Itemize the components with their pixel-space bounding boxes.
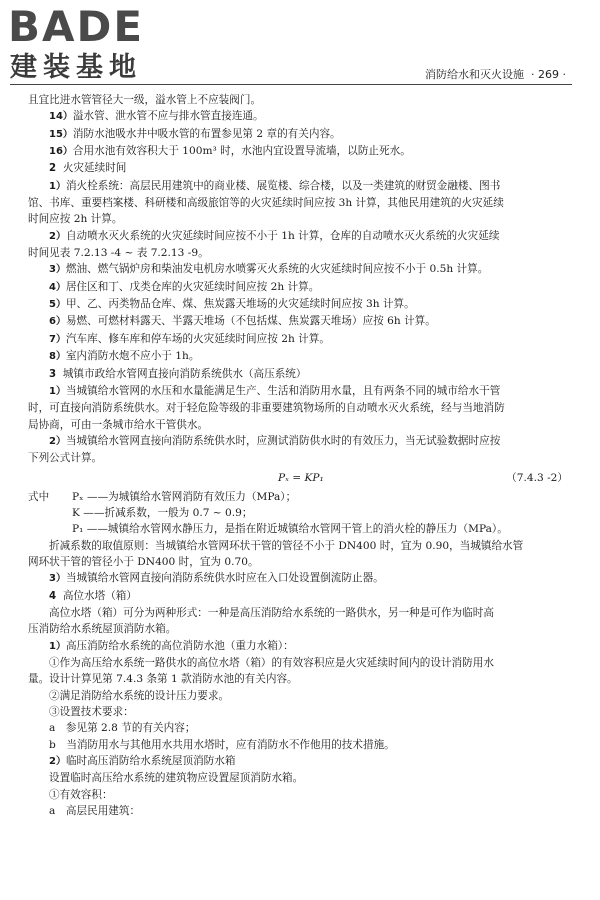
text-line: b 当消防用水与其他用水共用水塔时，应有消防水不作他用的技术措施。	[49, 738, 395, 751]
list-item	[28, 261, 574, 278]
definition-label: 式中	[28, 490, 50, 503]
section-number: 2	[49, 163, 57, 175]
item-text: 自动喷水灭火系统的火灾延续时间应按不小于 1h 计算，仓库的自动喷水灭火系统的火灾延续	[65, 229, 500, 242]
list-item	[28, 108, 574, 125]
text-line: 局协商，可由一条城市给水干管供水。	[28, 418, 209, 431]
list-item	[28, 313, 574, 330]
section-title: 城镇市政给水管网直接向消防系统供水（高压系统）	[62, 367, 307, 380]
item-text: 合用水池有效容积大于 100m³ 时，水池内宜设置导流墙，以防止死水。	[72, 145, 411, 158]
list-item	[28, 178, 574, 195]
item-text: 当城镇给水管网直接向消防系统供水时应在入口处设置倒流防止器。	[65, 572, 384, 585]
item-text: 当城镇给水管网直接向消防系统供水时，应测试消防供水时的有效压力，当无试验数据时应按	[65, 434, 501, 447]
text-line: 时，可直接向消防系统供水。对于轻危险等级的非重要建筑物场所的自动喷水灭火系统，经与当地消防	[28, 402, 505, 415]
logo-subtitle: 建装基地	[10, 52, 142, 83]
text-line: 网环状干管的管径小于 DN400 时，宜为 0.70。	[28, 555, 259, 568]
logo	[8, 4, 188, 88]
formula-expression: Pₓ = KP₁	[278, 471, 324, 484]
text-line: 设置临时高压给水系统的建筑物应设置屋顶消防水箱。	[49, 772, 304, 785]
item-text: 高压消防给水系统的高位消防水池（重力水箱）：	[65, 639, 294, 652]
definition-line: P₁ ——城镇给水管网水静压力，是指在附近城镇给水管网干管上的消火栓的静压力（MPa）。	[72, 523, 508, 536]
text-line: 时间见表 7.2.13 -4 ~ 表 7.2.13 -9。	[28, 247, 209, 260]
item-number: 1）	[49, 180, 66, 192]
item-number: 14）	[49, 111, 73, 123]
list-item	[28, 348, 574, 365]
text-line: ③设置技术要求：	[49, 706, 134, 719]
list-item	[28, 433, 574, 450]
item-number: 2）	[49, 435, 66, 447]
section-number: 4	[49, 590, 57, 602]
text-line: 且宜比进水管管径大一级，溢水管上不应装阀门。	[28, 94, 262, 106]
item-number: 1）	[49, 640, 66, 652]
list-item	[28, 228, 574, 245]
section-heading	[28, 366, 574, 383]
item-text: 汽车库、修车库和停车场的火灾延续时间应按 2h 计算。	[65, 332, 330, 345]
item-number: 15）	[49, 128, 73, 140]
list-item	[28, 126, 574, 143]
item-text: 溢水管、泄水管不应与排水管直接连通。	[72, 110, 264, 123]
logo-word: BADE	[8, 2, 145, 51]
item-number: 4）	[49, 281, 66, 293]
section-title: 高位水塔（箱）	[62, 589, 137, 602]
item-text: 易燃、可燃材料露天、半露天堆场（不包括煤、焦炭露天堆场）应按 6h 计算。	[65, 315, 436, 328]
header-rule	[10, 84, 572, 85]
item-text: 消防水池吸水井中吸水管的布置参见第 2 章的有关内容。	[72, 127, 341, 140]
list-item	[28, 638, 574, 655]
list-item	[28, 331, 574, 348]
item-text: 室内消防水炮不应小于 1h。	[65, 350, 200, 363]
formula-number: （7.4.3 -2）	[506, 471, 568, 484]
text-line: 高位水塔（箱）可分为两种形式：一种是高压消防给水系统的一路供水，另一种是可作为临时高	[49, 606, 494, 619]
item-number: 7）	[49, 333, 66, 345]
list-item	[28, 570, 574, 587]
definition-text: Pₓ ——为城镇给水管网消防有效压力（MPa）；	[72, 490, 297, 503]
text-line: 压消防给水系统屋顶消防水箱。	[28, 623, 177, 636]
page-body	[28, 92, 574, 819]
text-line: ②满足消防给水系统的设计压力要求。	[49, 689, 230, 702]
running-header	[425, 66, 566, 82]
item-number: 2）	[49, 756, 66, 768]
list-item	[28, 296, 574, 313]
item-number: 1）	[49, 385, 66, 397]
item-number: 16）	[49, 146, 73, 158]
definition-line: K ——折减系数，一般为 0.7 ~ 0.9；	[72, 506, 253, 519]
list-item	[28, 383, 574, 400]
item-text: 当城镇给水管网的水压和水量能满足生产、生活和消防用水量，且有两条不同的城市给水干管	[65, 384, 501, 397]
text-line: 下列公式计算。	[28, 452, 103, 465]
formula	[28, 467, 574, 489]
section-heading	[28, 160, 574, 177]
list-item	[28, 753, 574, 770]
chapter-title: 消防给水和灭火设施	[425, 68, 525, 81]
text-line: ①作为高压给水系统一路供水的高位水塔（箱）的有效容积应是火灾延续时间内的设计消防用水	[49, 657, 494, 669]
item-number: 2）	[49, 230, 66, 242]
text-line: a 高层民用建筑：	[49, 805, 141, 818]
item-number: 5）	[49, 299, 66, 311]
item-number: 3）	[49, 264, 66, 276]
text-line: a 参见第 2.8 节的有关内容；	[49, 722, 196, 735]
item-text: 消火栓系统：高层民用建筑中的商业楼、展览楼、综合楼，以及一类建筑的财贸金融楼、图书	[65, 179, 501, 192]
item-number: 3）	[49, 573, 66, 585]
text-line: 时间应按 2h 计算。	[28, 213, 123, 226]
section-number: 3	[49, 368, 57, 380]
item-text: 居住区和丁、戊类仓库的火灾延续时间应按 2h 计算。	[65, 280, 320, 293]
item-text: 燃油、燃气锅炉房和柴油发电机房水喷雾灭火系统的火灾延续时间应按不小于 0.5h 计算。	[65, 263, 489, 276]
text-line: 折减系数的取值原则：当城镇给水管网环状干管的管径不小于 DN400 时，宜为 0.90，当城镇给水管	[49, 539, 524, 552]
item-number: 6）	[49, 316, 66, 328]
text-line: 馆、书库、重要档案楼、科研楼和高级旅馆等的火灾延续时间应按 3h 计算，其他民用建筑的火灾延续	[28, 197, 504, 210]
item-number: 8）	[49, 351, 66, 363]
section-heading	[28, 588, 574, 605]
page-number: · 269 ·	[531, 68, 566, 81]
definition-line	[28, 489, 574, 505]
list-item	[28, 143, 574, 160]
list-item	[28, 279, 574, 296]
text-line: 量。设计计算见第 7.4.3 条第 1 款消防水池的有关内容。	[28, 673, 298, 686]
text-line: ①有效容积：	[49, 788, 113, 801]
section-title: 火灾延续时间	[62, 162, 127, 175]
item-text: 临时高压消防给水系统屋顶消防水箱	[65, 755, 236, 768]
item-text: 甲、乙、丙类物品仓库、煤、焦炭露天堆场的火灾延续时间应按 3h 计算。	[65, 298, 415, 311]
